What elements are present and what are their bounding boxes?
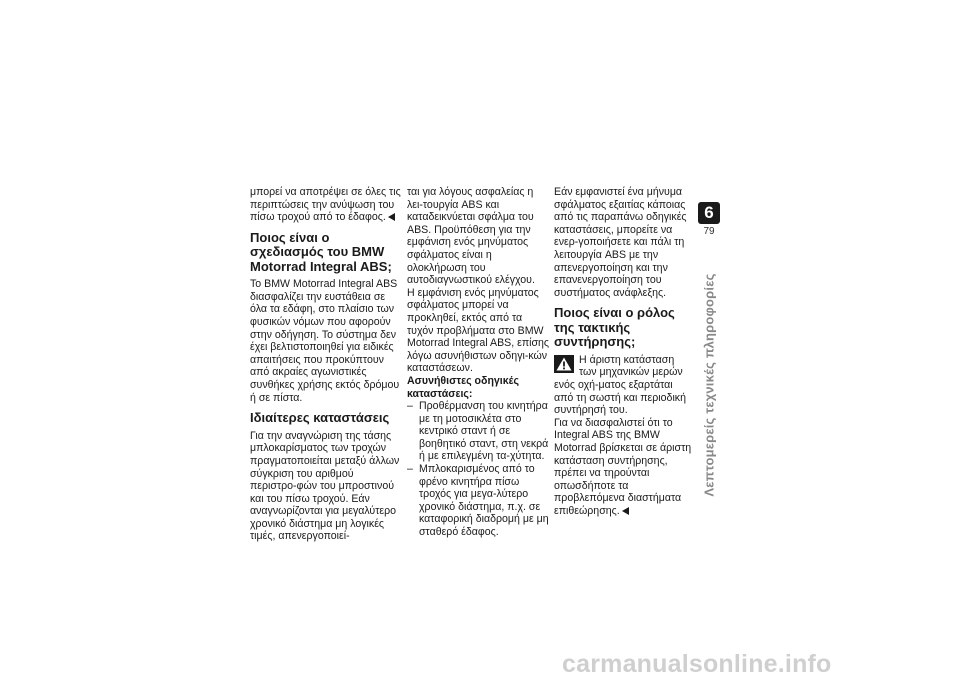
warning-note: Η άριστη κατάσταση των μηχανικών μερών ενός οχή-ματος εξαρτάται από τη σωστή και περιοδική συντήρησή του. [554,353,686,417]
chapter-title: Λεπτομερείς τεχνικές πληροφορίες [701,273,717,497]
list-item: – Μπλοκαρισμένος από το φρένο κινητήρα πίσω τροχός για μεγα-λύτερο χρονικό διάστημα, π.χ. σε καταφορική διαδρομή με μη σταθερό έδαφος. [407,463,549,539]
page-number: 79 [703,226,715,237]
end-marker-icon [388,213,395,221]
paragraph-reactivate-abs: Εάν εμφανιστεί ένα μήνυμα σφάλματος εξαιτίας κάποιας από τις παραπάνω οδηγικές καταστάσεις, μπορείτε να ενερ-γοποιήσετε και πάλι τη λειτουργία ABS με την απενεργοποίηση και την επανενεργοποίηση του συστήματος ανάφλεξης. [554,186,687,299]
bullet-dash: – [407,463,413,476]
heading-special-situations: Ιδιαίτερες καταστάσεις [250,410,390,426]
chapter-tab: 6 [698,202,720,224]
paragraph-special-situations: Για την αναγνώριση της τάσης μπλοκαρίσματος των τροχών πραγματοποιείται μεταξύ άλλων σύγκριση του αριθμού περιστρο-φών του μπροστινού και του πίσω τροχού. Εάν αναγνωρίζονται για μεγαλύτερο χρονικό διάστημα μη λογικές τιμές, απενεργοποιεί- [250,429,400,543]
paragraph-abs-fault: ται για λόγους ασφαλείας η λει-τουργία ABS και καταδεικνύεται σφάλμα του ABS. Προϋπόθεση για την εμφάνιση ενός μηνύματος σφάλματος είναι η ολοκλήρωση του αυτοδιαγνωστικού ελέγχου. [407,186,535,287]
paragraph-inspection: Για να διασφαλιστεί ότι το Integral ABS της BMW Motorrad βρίσκεται σε άριστη κατάσταση συντήρησης, πρέπει να τηρούνται οπωσδήποτε τα προβλεπόμενα διαστήματα επιθεώρησης. [554,416,692,517]
warning-triangle-icon [554,355,574,373]
heading-maintenance: Ποιος είναι ο ρόλος της τακτικής συντήρησης; [554,305,675,350]
end-marker-icon [622,507,629,515]
column-3 [554,186,692,518]
paragraph-error-message: Η εμφάνιση ενός μηνύματος σφάλματος μπορεί να προκληθεί, εκτός από τα τυχόν προβλήματα στο BMW Motorrad Integral ABS, επίσης λόγω ασυνήθιστων οδηγι-κών καταστάσεων. [407,286,550,375]
intro-text: μπορεί να αποτρέψει σε όλες τις περιπτώσεις την ανύψωση του πίσω τροχού από το έδαφος. [250,186,401,224]
heading-design: Ποιος είναι ο σχεδιασμός του BMW Motorrad Integral ABS; [250,229,392,274]
watermark: carmanualsonline.info [562,650,832,678]
paragraph-design: Το BMW Motorrad Integral ABS διασφαλίζει την ευστάθεια σε όλα τα εδάφη, στο πλαίσιο των φυσικών νόμων που αφορούν στην οδήγηση. Το σύστημα δεν έχει βελτιστοποιηθεί για ειδικές απαιτήσεις που προκύπτουν από ακραίες αγωνιστικές συνθήκες χρήσης εκτός δρόμου ή σε πίστα. [250,278,400,404]
column-2 [407,186,550,539]
bullet-dash: – [407,400,413,413]
column-1 [250,186,402,543]
list-item: – Προθέρμανση του κινητήρα με τη μοτοσικλέτα στο κεντρικό σταντ ή σε βοηθητικό σταντ, στη νεκρά ή με επιλεγμένη τα-χύτητα. [407,400,549,463]
subheading-unusual-conditions: Ασυνήθιστες οδηγικές καταστάσεις: [407,374,519,400]
